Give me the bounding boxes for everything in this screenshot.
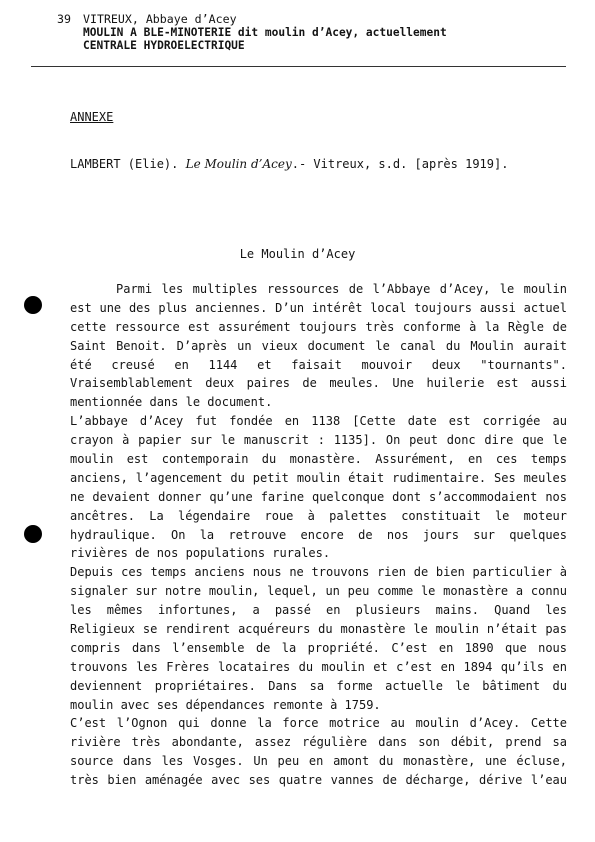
body-line: hydraulique. On la retrouve encore de nos jours sur quelques bbox=[70, 527, 567, 542]
body-line: les mêmes infortunes, a passé en plusieurs mains. Quand les bbox=[70, 603, 567, 618]
body-line: Religieux se rendirent acquéreurs du monastère le moulin n’était pas bbox=[70, 622, 567, 637]
header-title-line-1: MOULIN A BLE-MINOTERIE dit moulin d’Acey, actuellement bbox=[83, 26, 447, 39]
body-line: signaler sur notre moulin, lequel, un peu comme le monastère a connu bbox=[70, 584, 567, 599]
body-line: mentionnée dans le document. bbox=[70, 395, 273, 410]
header-divider bbox=[31, 66, 566, 67]
header-reference bbox=[57, 12, 237, 26]
punch-hole bbox=[24, 525, 42, 543]
page-number: 39 bbox=[57, 12, 71, 26]
body-line: deviennent propriétaires. Dans sa forme actuelle le bâtiment du bbox=[70, 678, 567, 693]
body-line: L’abbaye d’Acey fut fondée en 1138 [Cette date est corrigée au bbox=[70, 414, 567, 429]
punch-hole bbox=[24, 296, 42, 314]
body-line: anciens, l’agencement du petit moulin était rudimentaire. Ses meules bbox=[70, 470, 567, 485]
citation-work: Le Moulin d’Acey bbox=[185, 157, 292, 171]
body-line: trouvons les Frères locataires du moulin et c’est en 1894 qu’ils en bbox=[70, 659, 567, 674]
body-line: ne devaient donner qu’une farine quelconque dont s’accommodaient nos bbox=[70, 489, 567, 504]
citation-author: LAMBERT (Elie). bbox=[70, 157, 179, 171]
body-line: crayon à papier sur le manuscrit : 1135]. On peut donc dire que le bbox=[70, 433, 567, 448]
body-line: source dans les Vosges. Un peu en amont du monastère, une écluse, bbox=[70, 754, 567, 769]
body-line: Depuis ces temps anciens nous ne trouvons rien de bien particulier à bbox=[70, 565, 567, 580]
header-title-line-2: CENTRALE HYDROELECTRIQUE bbox=[83, 39, 245, 52]
body-line: Parmi les multiples ressources de l’Abbaye d’Acey, le moulin bbox=[116, 282, 567, 296]
body-line: rivière très abondante, assez régulière dans son débit, prend sa bbox=[70, 735, 567, 750]
body-line: très bien aménagée avec ses quatre vannes de décharge, dérive l’eau bbox=[70, 773, 567, 788]
body-line: est une des plus anciennes. D’un intérêt local toujours aussi actuel bbox=[70, 300, 567, 315]
body-line: compris dans l’ensemble de la propriété. C’est en 1890 que nous bbox=[70, 640, 567, 655]
citation bbox=[70, 157, 508, 171]
body-line: rivières de nos populations rurales. bbox=[70, 546, 331, 561]
body-line: moulin avec ses dépendances remonte à 1759. bbox=[70, 697, 381, 712]
citation-rest: .- Vitreux, s.d. [après 1919]. bbox=[291, 157, 509, 171]
body-text bbox=[70, 280, 567, 790]
body-line: été creusé en 1144 et faisait mouvoir deux "tournants". bbox=[70, 357, 567, 372]
body-line: cette ressource est assurément toujours très conforme à la Règle de bbox=[70, 319, 567, 334]
header-location: VITREUX, Abbaye d’Acey bbox=[83, 12, 237, 26]
body-line: Saint Benoit. D’après un vieux document le canal du Moulin aurait bbox=[70, 338, 567, 353]
body-line: moulin est contemporain du monastère. Assurément, en ces temps bbox=[70, 452, 567, 467]
document-title: Le Moulin d’Acey bbox=[239, 247, 356, 261]
body-line: C’est l’Ognon qui donne la force motrice au moulin d’Acey. Cette bbox=[70, 716, 567, 731]
body-line: ancêtres. La légendaire roue à palettes constituait le moteur bbox=[70, 508, 567, 523]
body-line: Vraisemblablement deux paires de meules. Une huilerie est aussi bbox=[70, 376, 567, 391]
annexe-heading: ANNEXE bbox=[70, 110, 114, 124]
